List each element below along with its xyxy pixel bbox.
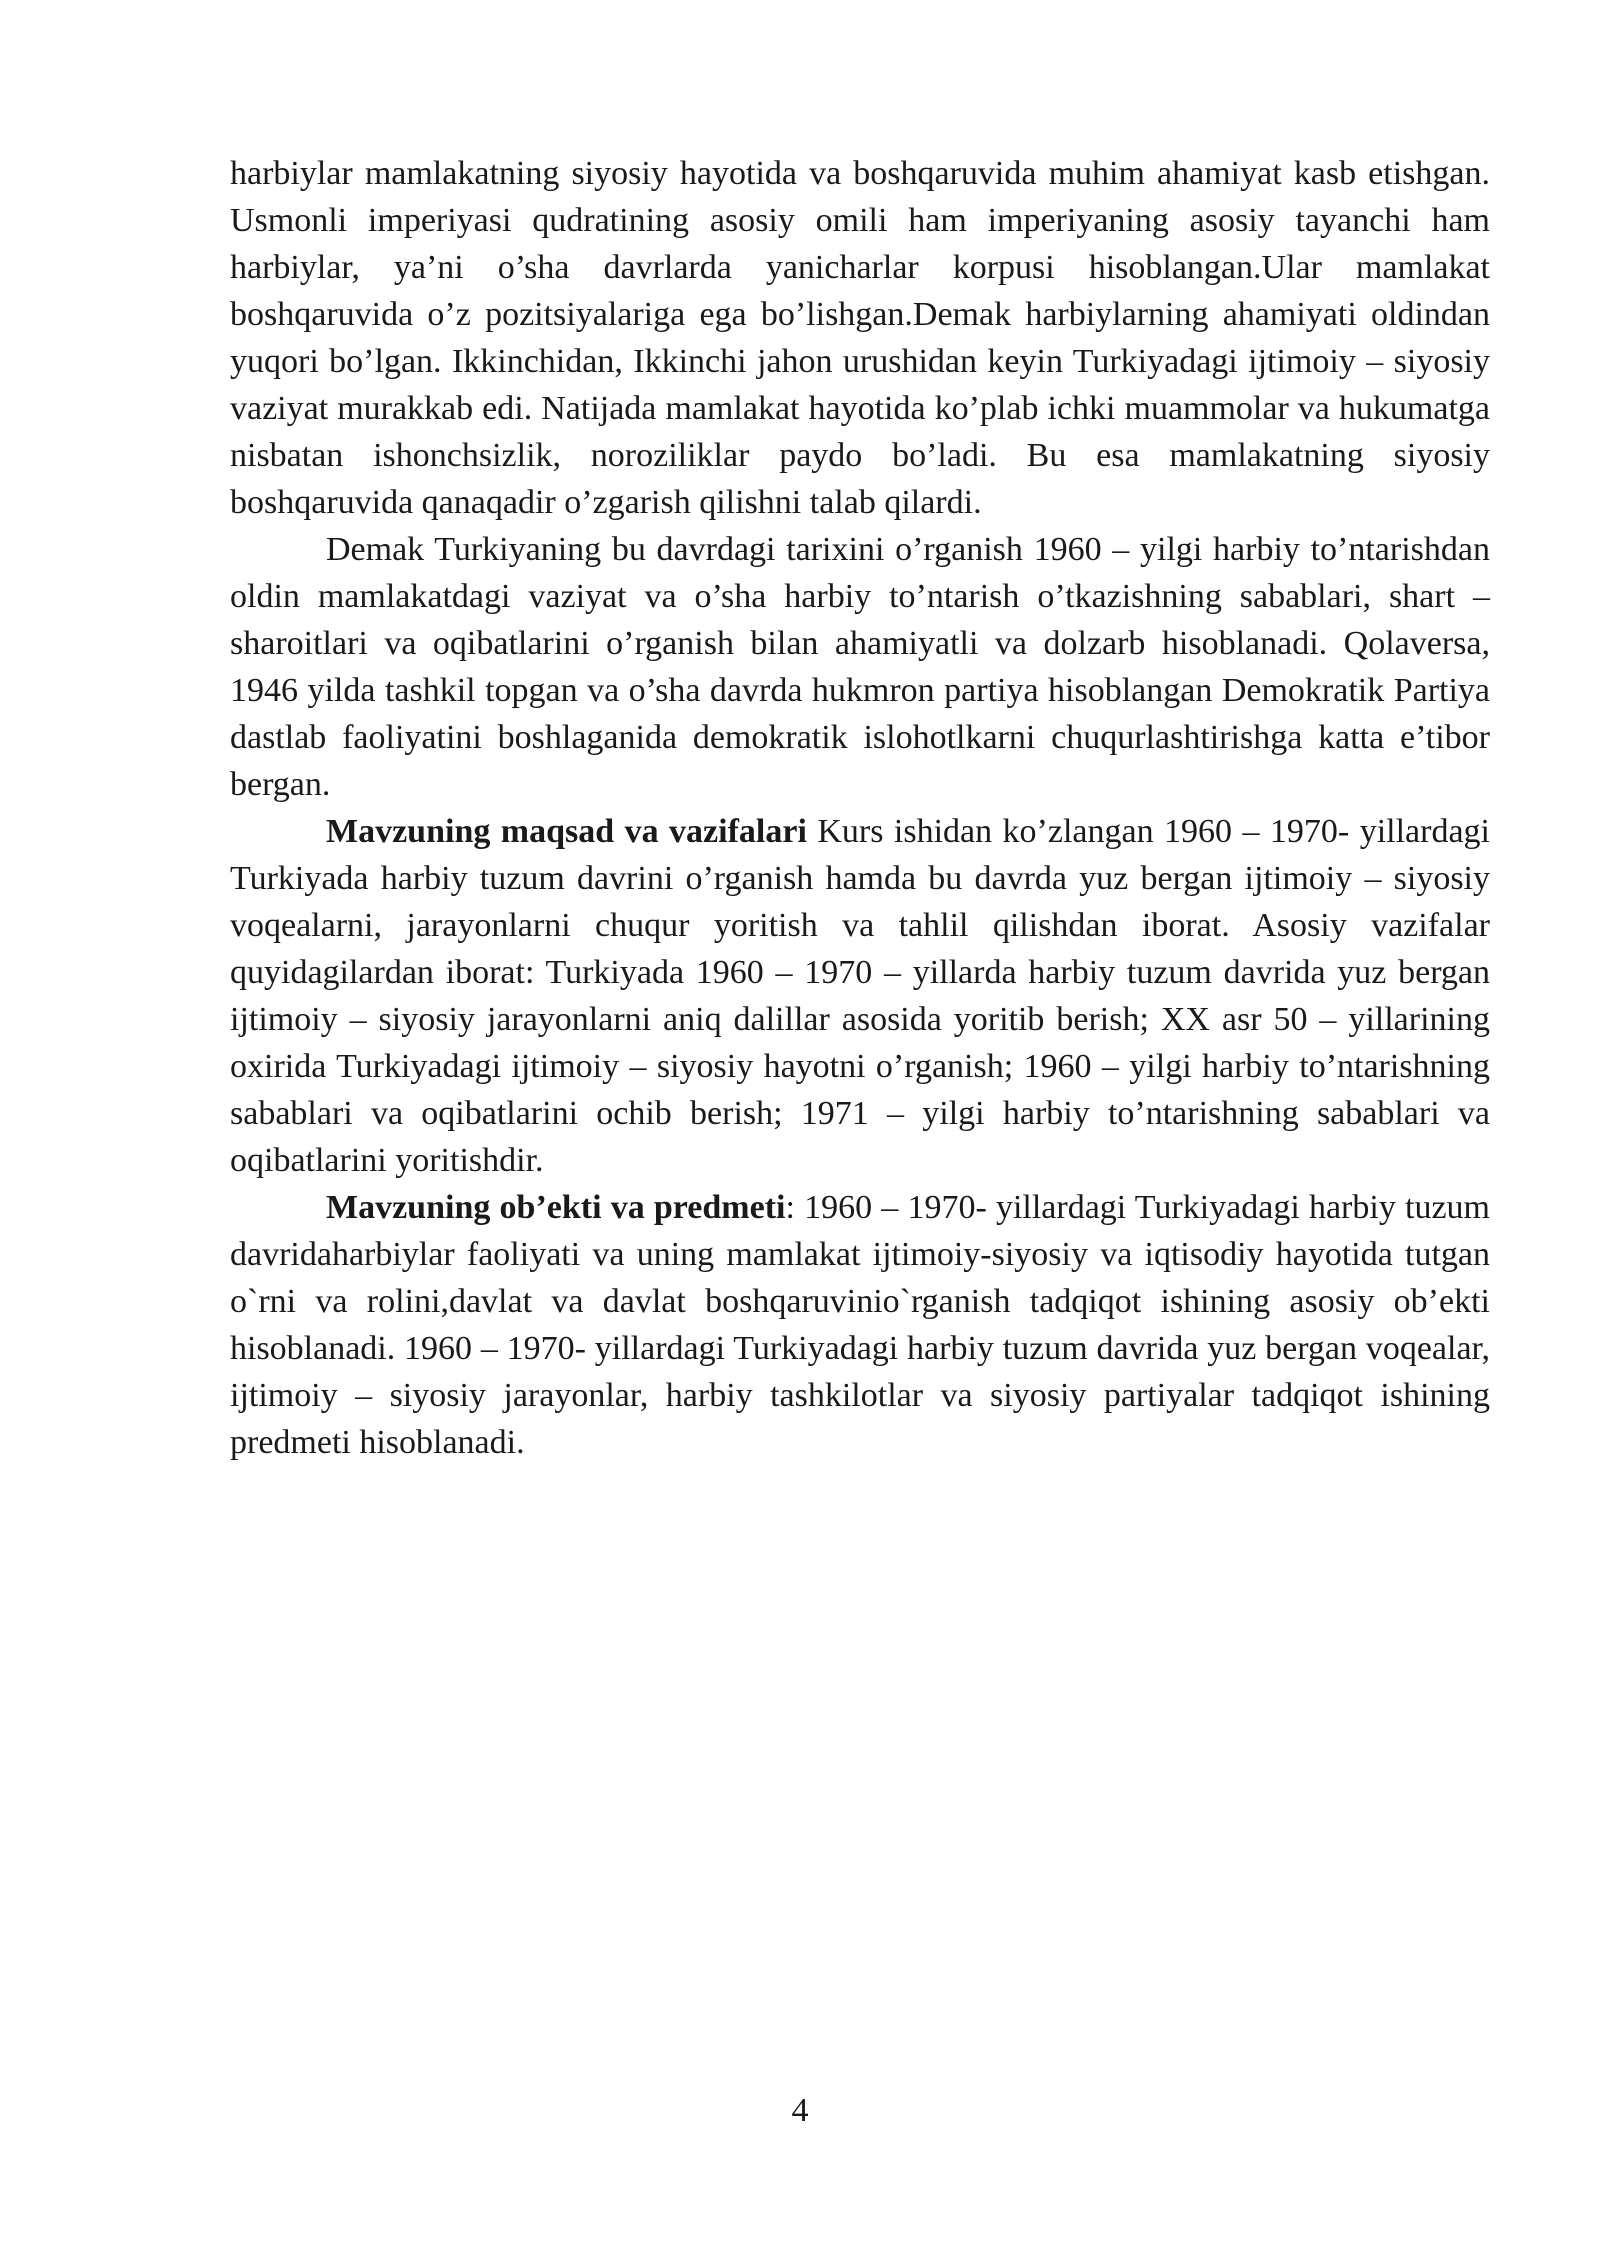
paragraph-3-text: Kurs ishidan ko’zlangan 1960 – 1970- yillardagi Turkiyada harbiy tuzum davrini o’rganish hamda bu davrda yuz bergan ijtimoiy – siyosiy voqealarni, jarayonlarni chuqur yoritish va tahlil qilishdan iborat. Asosiy vazifalar quyidagilardan iborat: Turkiyada 1960 – 1970 – yillarda harbiy tuzum davrida yuz bergan ijtimoiy – siyosiy jarayonlarni aniq dalillar asosida yoritib berish; XX asr 50 – yillarining oxirida Turkiyadagi ijtimoiy – siyosiy hayotni o’rganish; 1960 – yilgi harbiy to’ntarishning sabablari va oqibatlarini ochib berish; 1971 – yilgi harbiy to’ntarishning sabablari va oqibatlarini yoritishdir. <box>230 813 1490 1179</box>
page-number: 4 <box>791 2092 809 2129</box>
paragraph-4-heading: Mavzuning ob’ekti va predmeti <box>326 1189 786 1226</box>
paragraph-2-text: Demak Turkiyaning bu davrdagi tarixini o’rganish 1960 – yilgi harbiy to’ntarishdan oldin mamlakatdagi vaziyat va o’sha harbiy to’ntarish o’tkazishning sabablari, shart – sharoitlari va oqibatlarini o’rganish bilan ahamiyatli va dolzarb hisoblanadi. Qolaversa, 1946 yilda tashkil topgan va o’sha davrda hukmron partiya hisoblangan Demokratik Partiya dastlab faoliyatini boshlaganida demokratik islohotlkarni chuqurlashtirishga katta e’tibor bergan. <box>230 531 1490 803</box>
paragraph-4-text: : 1960 – 1970- yillardagi Turkiyadagi harbiy tuzum davridaharbiylar faoliyati va uning mamlakat ijtimoiy-siyosiy va iqtisodiy hayotida tutgan o`rni va rolini,davlat va davlat boshqaruvinio`rganish tadqiqot ishining asosiy ob’ekti hisoblanadi. 1960 – 1970- yillardagi Turkiyadagi harbiy tuzum davrida yuz bergan voqealar, ijtimoiy – siyosiy jarayonlar, harbiy tashkilotlar va siyosiy partiyalar tadqiqot ishining predmeti hisoblanadi. <box>230 1189 1490 1461</box>
body-text <box>230 150 1490 1466</box>
paragraph-1 <box>230 150 1490 526</box>
paragraph-2 <box>230 526 1490 808</box>
paragraph-1-text: harbiylar mamlakatning siyosiy hayotida va boshqaruvida muhim ahamiyat kasb etishgan. Usmonli imperiyasi qudratining asosiy omili ham imperiyaning asosiy tayanchi ham harbiylar, ya’ni o’sha davrlarda yanicharlar korpusi hisoblangan.Ular mamlakat boshqaruvida o’z pozitsiyalariga ega bo’lishgan.Demak harbiylarning ahamiyati oldindan yuqori bo’lgan. Ikkinchidan, Ikkinchi jahon urushidan keyin Turkiyadagi ijtimoiy – siyosiy vaziyat murakkab edi. Natijada mamlakat hayotida ko’plab ichki muammolar va hukumatga nisbatan ishonchsizlik, noroziliklar paydo bo’ladi. Bu esa mamlakatning siyosiy boshqaruvida qanaqadir o’zgarish qilishni talab qilardi. <box>230 155 1490 521</box>
paragraph-4 <box>230 1184 1490 1466</box>
paragraph-3 <box>230 808 1490 1184</box>
paragraph-3-heading: Mavzuning maqsad va vazifalari <box>326 813 807 850</box>
